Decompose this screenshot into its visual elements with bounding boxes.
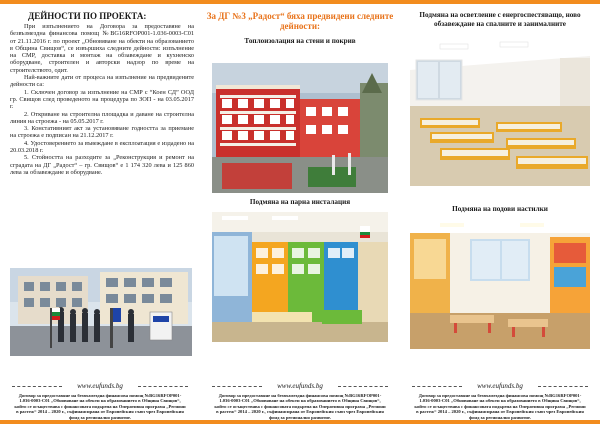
footer-panel-2 [200, 381, 400, 420]
intro-paragraph: При изпълнението на Договора за предоставяне на безвъзмездна финансова помощ №BG16RFOP001-1.036-0003-C01 от 21.11.2016 г. по проект „Обновяване на обекти на образованието в Община Свищов“, се извършиха следните дейности: изпълнение на СМР, доставка и монтаж на обзавеждане и кухненско оборудване, строителен и авторски надзор по време на строителството, одит. [10, 23, 194, 74]
activities-heading: За ДГ №3 „Радост“ бяха предвидени следните дейности: [206, 11, 394, 31]
eufunds-url: www.eufunds.bg [200, 381, 400, 391]
building-photo [212, 63, 388, 193]
flooring-caption: Подмяна на подови настилки [452, 205, 548, 213]
ceremony-photo [10, 268, 192, 356]
heating-caption: Подмяна на парна инсталация [249, 198, 351, 206]
list-item: 2. Откриване на строителна площадка и даване на строителна линия на строежа - на 05.05.2017 г. [10, 110, 194, 125]
classroom-photo [212, 212, 388, 342]
insulation-caption: Топлоизолация на стени и покрив [244, 37, 356, 45]
footer-panel-3 [400, 381, 600, 420]
activities-text [10, 23, 194, 176]
list-item: 4. Удостоверението за въвеждане в експлоатация е издадено на 20.03.2018 г. [10, 139, 194, 155]
footer-contract-text: Договор за предоставяне на безвъзмездна финансова помощ №BG16RFOP001-1.036-0003-C01 „Обновяване на обекти на образованието в Община Свищов“, който се осъществява с финансовата подкрепа на Оперативна програма „Региони в растеж“ 2014 – 2020 г., съфинансирана от Европейския съюз чрез Европейския фонд за регионално развитие. [414, 392, 586, 420]
left-panel [0, 4, 200, 420]
bedroom-photo [410, 36, 590, 186]
footer-contract-text: Договор за предоставяне на безвъзмездна финансова помощ №BG16RFOP001-1.036-0003-C01 „Обновяване на обекти на образованието в Община Свищов“, който се осъществява с финансовата подкрепа на Оперативна програма „Региони в растеж“ 2014 – 2020 г., съфинансирана от Европейския съюз чрез Европейския фонд за регионално развитие. [214, 392, 386, 420]
activities-title: ДЕЙНОСТИ ПО ПРОЕКТА: [28, 11, 147, 21]
footer-panel-1 [0, 381, 200, 420]
eufunds-url: www.eufunds.bg [400, 381, 600, 391]
bottom-border-stripe [0, 420, 600, 424]
list-item: 3. Констативният акт за установяване годността за приемане на строежа е подписан на 21.12.2017 г. [10, 125, 194, 140]
list-item: 1. Сключен договор за изпълнение на СМР с “Коен СД” ООД гр. Свищов след проведеното на процедура по ЗОП - на 03.05.2017 г. [10, 88, 194, 111]
dates-paragraph: Най-важните дати от процеса на изпълнение на предвидените дейности са: [10, 74, 194, 89]
list-item: 5. Стойността на разходите за „Реконструкция и ремонт на сградата на ДГ „Радост“ – гр. Свищов“ е 1 174 320 лева и 125 860 лева за обзавеждане и оборудване. [10, 154, 194, 176]
footer-contract-text: Договор за предоставяне на безвъзмездна финансова помощ №BG16RFOP001-1.036-0003-C01 „Обновяване на обекти на образованието в Община Свищов“, който се осъществява с финансовата подкрепа на Оперативна програма „Региони в растеж“ 2014 – 2020 г., съфинансирана от Европейския съюз чрез Европейския фонд за регионално развитие. [14, 392, 186, 420]
lighting-caption: Подмяна на осветление с енергоспестяващо, ново обзавеждане на спалните и занималните [419, 11, 581, 28]
eufunds-url: www.eufunds.bg [0, 381, 200, 391]
playroom-photo [410, 219, 590, 349]
